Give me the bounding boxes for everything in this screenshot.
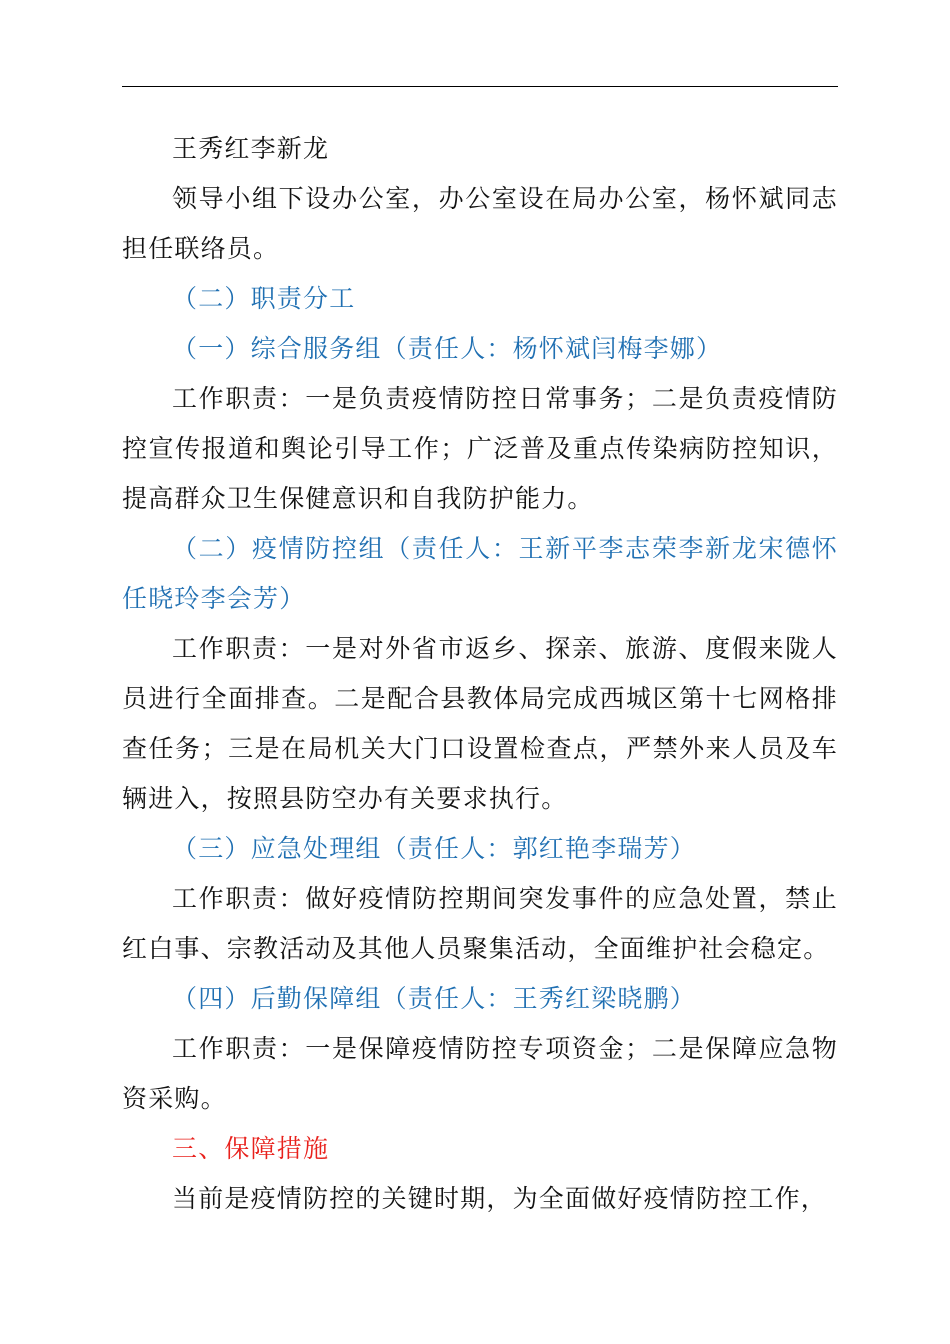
heading-logistics-group: （四）后勤保障组（责任人：王秀红梁晓鹏）: [172, 984, 697, 1013]
paragraph-emergency-duties: 工作职责：做好疫情防控期间突发事件的应急处置，禁止红白事、宗教活动及其他人员聚集活动，全面维护社会稳定。: [122, 884, 838, 963]
paragraph-epidemic-control-duties: 工作职责：一是对外省市返乡、探亲、旅游、度假来陇人员进行全面排查。二是配合县教体局完成西城区第十七网格排查任务；三是在局机关大门口设置检查点，严禁外来人员及车辆进入，按照县防空办有关要求执行。: [122, 634, 838, 813]
paragraph-safeguard-intro: 当前是疫情防控的关键时期，为全面做好疫情防控工作，: [172, 1184, 828, 1213]
heading-epidemic-control-group: （二）疫情防控组（责任人：王新平李志荣李新龙宋德怀任晓玲李会芳）: [122, 534, 838, 613]
document-body: [122, 124, 838, 1224]
paragraph-leaders-names: 王秀红李新龙: [172, 134, 330, 163]
heading-safeguard-measures: 三、保障措施: [172, 1134, 330, 1163]
paragraph-logistics-duties: 工作职责：一是保障疫情防控专项资金；二是保障应急物资采购。: [122, 1034, 838, 1113]
heading-division-of-duties: （二）职责分工: [172, 284, 356, 313]
paragraph-office-setup: 领导小组下设办公室，办公室设在局办公室，杨怀斌同志担任联络员。: [122, 184, 838, 263]
header-rule: [122, 86, 838, 87]
heading-emergency-group: （三）应急处理组（责任人：郭红艳李瑞芳）: [172, 834, 697, 863]
paragraph-general-service-duties: 工作职责：一是负责疫情防控日常事务；二是负责疫情防控宣传报道和舆论引导工作；广泛普及重点传染病防控知识，提高群众卫生保健意识和自我防护能力。: [122, 384, 838, 513]
heading-general-service-group: （一）综合服务组（责任人：杨怀斌闫梅李娜）: [172, 334, 723, 363]
